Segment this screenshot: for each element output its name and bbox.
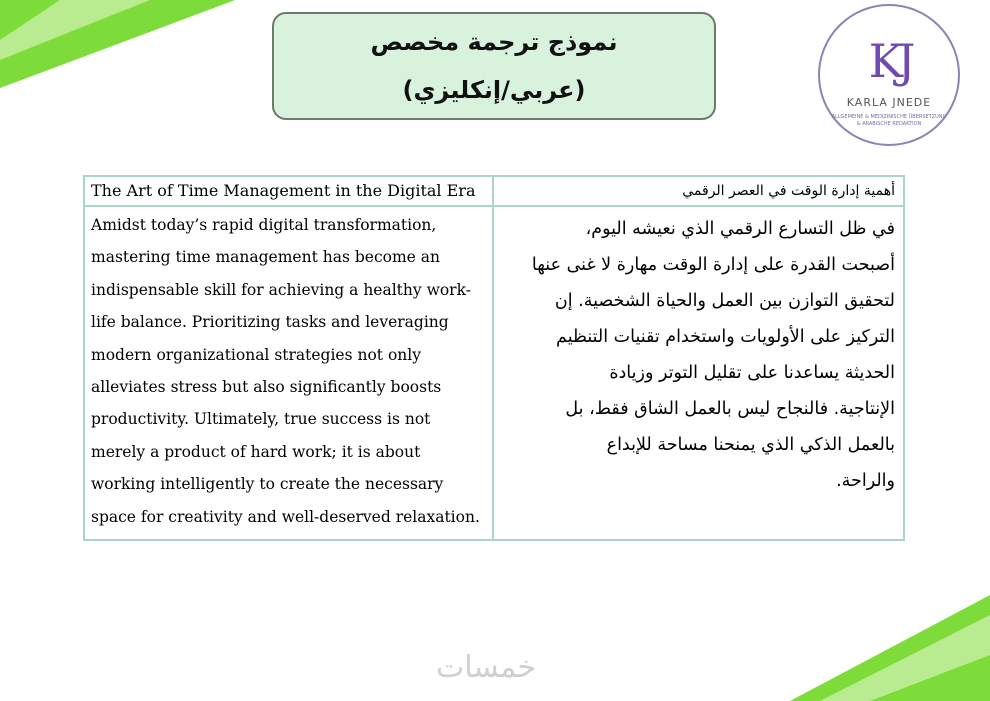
title-line-2: (عربي/إنكليزي) <box>402 76 586 104</box>
corner-decoration-top-left <box>0 0 240 90</box>
arabic-line: الحديثة يساعدنا على تقليل التوتر وزيادة <box>609 363 895 383</box>
logo-name: KARLA JNEDE <box>846 96 932 109</box>
arabic-line: والراحة. <box>836 471 895 491</box>
corner-decoration-bottom-right <box>780 595 990 701</box>
logo-monogram: KJ <box>868 34 910 88</box>
arabic-line: أصبحت القدرة على إدارة الوقت مهارة لا غنى عنها <box>531 255 895 275</box>
table-header-row <box>84 176 904 206</box>
english-line: life balance. Prioritizing tasks and leveraging <box>91 313 449 332</box>
logo <box>818 4 960 146</box>
english-line: working intelligently to create the necessary <box>91 475 444 494</box>
english-line: space for creativity and well-deserved relaxation. <box>91 507 480 526</box>
logo-tagline-1: ALLGEMEINE & MEDIZINISCHE ÜBERSETZUNG <box>831 114 947 120</box>
english-text-cell <box>84 206 493 540</box>
title-line-1: نموذج ترجمة مخصص <box>370 28 618 56</box>
arabic-line: بالعمل الذكي الذي يمنحنا مساحة للإبداع <box>606 435 895 455</box>
logo-tagline-2: & ARABISCHE REDAKTION <box>856 121 922 127</box>
arabic-line: لتحقيق التوازن بين العمل والحياة الشخصية. إن <box>554 291 895 311</box>
english-line: merely a product of hard work; it is about <box>91 442 421 461</box>
english-line: alleviates stress but also significantly boosts <box>91 378 442 397</box>
arabic-heading: أهمية إدارة الوقت في العصر الرقمي <box>493 176 904 206</box>
english-line: indispensable skill for achieving a healthy work- <box>91 280 471 299</box>
english-line: Amidst today’s rapid digital transformation, <box>91 216 437 234</box>
english-line: mastering time management has become an <box>91 248 440 267</box>
watermark: خمسات <box>436 650 537 685</box>
arabic-line: في ظل التسارع الرقمي الذي نعيشه اليوم، <box>585 219 895 239</box>
arabic-text-cell <box>493 206 904 540</box>
arabic-line: التركيز على الأولويات واستخدام تقنيات التنظيم <box>556 327 895 347</box>
table-body-row <box>84 206 904 540</box>
english-line: modern organizational strategies not only <box>91 345 421 364</box>
translation-table <box>83 175 905 541</box>
arabic-line: الإنتاجية. فالنجاح ليس بالعمل الشاق فقط، بل <box>565 399 895 419</box>
english-heading: The Art of Time Management in the Digital Era <box>84 176 493 206</box>
english-line: productivity. Ultimately, true success is not <box>91 410 431 429</box>
title-box <box>272 12 716 120</box>
